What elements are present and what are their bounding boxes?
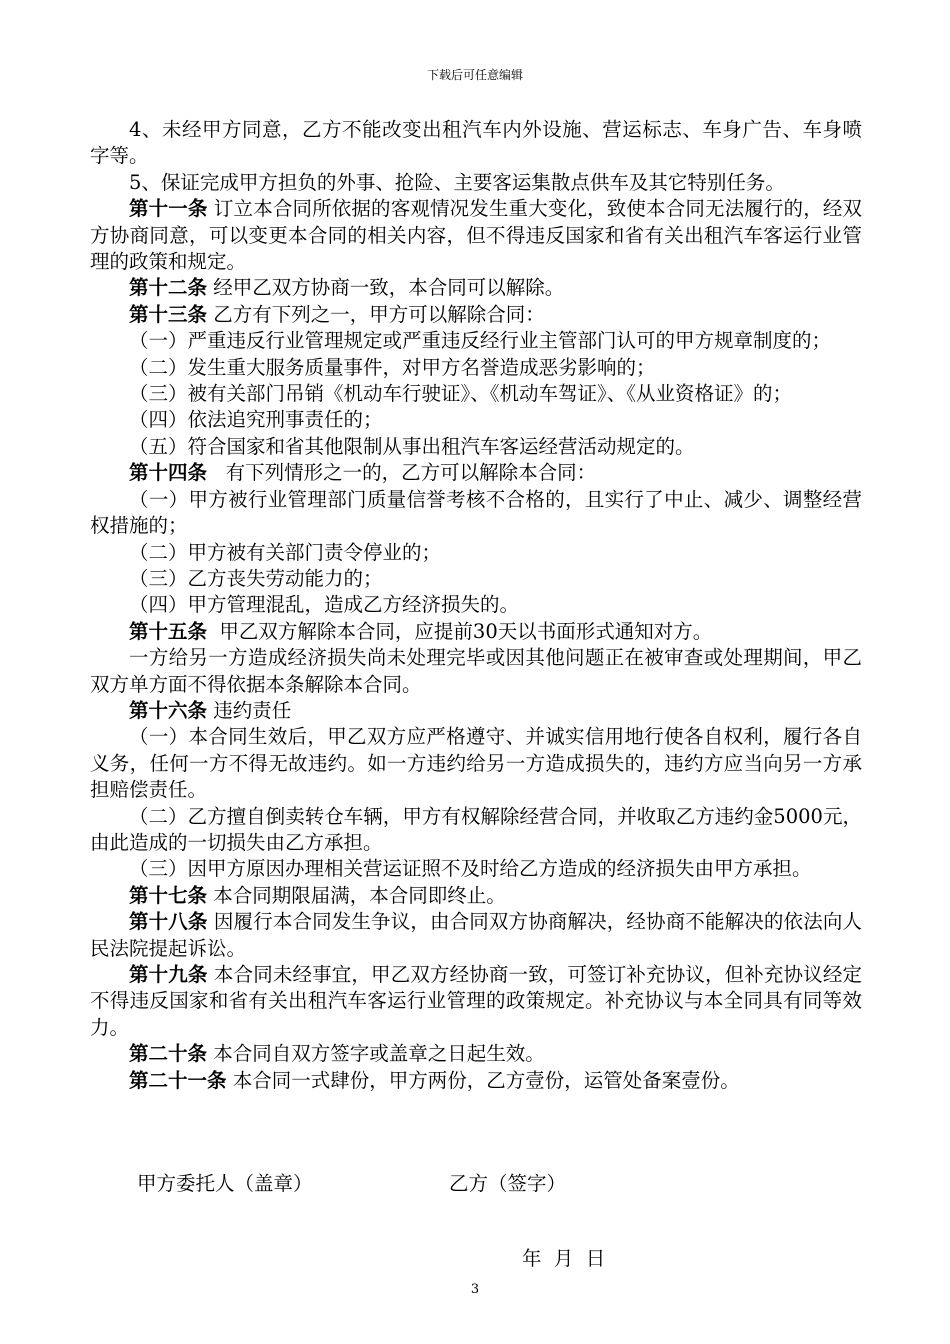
contract-paragraph: [90, 381, 862, 407]
contract-paragraph: [90, 170, 862, 196]
paragraph-text: 一方给另一方造成经济损失尚未处理完毕或因其他问题正在被审查或处理期间，甲乙双方单方面不得依据本条解除本合同。: [90, 646, 862, 696]
contract-paragraph: [90, 117, 862, 170]
contract-paragraph: [90, 724, 862, 803]
clause-heading: 第十二条: [129, 276, 208, 300]
contract-paragraph: [90, 407, 862, 433]
contract-paragraph: [90, 460, 862, 486]
page-header: 下载后可任意编辑: [426, 68, 523, 82]
clause-heading: 第十九条: [129, 963, 208, 986]
clause-heading: 第十一条: [129, 197, 208, 221]
contract-paragraph: [90, 883, 862, 909]
contract-paragraph: [90, 302, 862, 328]
paragraph-text: 4、未经甲方同意，乙方不能改变出租汽车内外设施、营运标志、车身广告、车身喷字等。: [90, 118, 862, 168]
paragraph-text: 本合同一式肆份，甲方两份，乙方壹份，运管处备案壹份。: [226, 1068, 740, 1092]
party-b-signature-label: 乙方（签字）: [449, 1172, 567, 1195]
clause-heading: 第十八条: [129, 910, 208, 934]
clause-heading: 第十五条: [129, 619, 208, 643]
contract-paragraph: [90, 1041, 862, 1067]
paragraph-text: （一）本合同生效后，甲乙双方应严格遵守、并诚实信用地行使各自权利，履行各自义务，任何一方不得无故违约。如一方违约给另一方造成损失的，违约方应当向另一方承担赔偿责任。: [90, 725, 862, 802]
paragraph-text: （三）因甲方原因办理相关营运证照不及时给乙方造成的经济损失由甲方承担。: [129, 857, 812, 881]
clause-heading: 第二十条: [129, 1042, 208, 1066]
paragraph-text: （三）被有关部门吊销《机动车行驶证》、《机动车驾证》、《从业资格证》的；: [129, 382, 793, 406]
clause-heading: 第十三条: [129, 302, 208, 326]
contract-paragraph: [90, 328, 862, 354]
paragraph-text: 有下列情形之一的，乙方可以解除本合同：: [207, 461, 597, 485]
paragraph-text: （一）甲方被行业管理部门质量信誉考核不合格的，且实行了中止、减少、调整经营权措施的；: [90, 487, 862, 538]
paragraph-text: 5、保证完成甲方担负的外事、抢险、主要客运集散点供车及其它特别任务。: [129, 170, 785, 194]
paragraph-text: （二）发生重大服务质量事件，对甲方名誉造成恶劣影响的；: [129, 355, 656, 379]
paragraph-text: （二）乙方擅自倒卖转仓车辆，甲方有权解除经营合同，并收取乙方违约金5000元，由此造成的一切损失由乙方承担。: [90, 804, 862, 854]
contract-paragraph: [90, 355, 862, 381]
contract-paragraph: [90, 1068, 862, 1094]
contract-paragraph: [90, 566, 862, 592]
paragraph-text: 本合同自双方签字或盖章之日起生效。: [207, 1042, 545, 1066]
paragraph-text: 本合同期限届满，本合同即终止。: [207, 883, 506, 907]
paragraph-text: 订立本合同所依据的客观情况发生重大变化，致使本合同无法履行的，经双方协商同意，可以变更本合同的相关内容，但不得违反国家和省有关出租汽车客运行业管理的政策和规定。: [90, 197, 862, 274]
contract-paragraph: [90, 434, 862, 460]
paragraph-text: 经甲乙双方协商一致，本合同可以解除。: [207, 276, 565, 300]
contract-paragraph: [90, 962, 862, 1041]
contract-paragraph: [90, 856, 862, 882]
contract-paragraph: [90, 698, 862, 724]
contract-paragraph: [90, 645, 862, 698]
paragraph-text: （三）乙方丧失劳动能力的；: [129, 566, 383, 590]
clause-heading: 第十七条: [129, 883, 208, 907]
paragraph-text: （五）符合国家和省其他限制从事出租汽车客运经营活动规定的。: [129, 434, 695, 458]
contract-body: [90, 117, 862, 1094]
paragraph-text: 因履行本合同发生争议，由合同双方协商解决，经协商不能解决的依法向人民法院提起诉讼。: [90, 910, 862, 960]
contract-paragraph: [90, 804, 862, 857]
contract-paragraph: [90, 487, 862, 540]
contract-paragraph: [90, 592, 862, 618]
paragraph-text: （四）依法追究刑事责任的；: [129, 408, 383, 432]
contract-paragraph: [90, 540, 862, 566]
paragraph-text: （一）严重违反行业管理规定或严重违反经行业主管部门认可的甲方规章制度的；: [129, 329, 832, 353]
page-number: 3: [470, 1282, 480, 1297]
paragraph-text: 甲乙双方解除本合同，应提前30天以书面形式通知对方。: [207, 619, 713, 643]
party-a-signature-label: 甲方委托人（盖章）: [137, 1172, 313, 1195]
contract-paragraph: [90, 909, 862, 962]
contract-paragraph: [90, 619, 862, 645]
paragraph-text: （四）甲方管理混乱，造成乙方经济损失的。: [129, 593, 520, 617]
clause-heading: 第二十一条: [129, 1068, 227, 1092]
paragraph-text: 本合同未经事宜，甲乙双方经协商一致，可签订补充协议，但补充协议经定不得违反国家和省有关出租汽车客运行业管理的政策规定。补充协议与本全同具有同等效力。: [90, 963, 862, 1039]
clause-heading: 第十六条: [129, 698, 208, 722]
contract-paragraph: [90, 196, 862, 275]
paragraph-text: 违约责任: [207, 698, 292, 722]
clause-heading: 第十四条: [129, 461, 208, 485]
contract-paragraph: [90, 275, 862, 301]
paragraph-text: 乙方有下列之一，甲方可以解除合同：: [207, 302, 545, 326]
signature-date: 年 月 日: [522, 1247, 606, 1270]
paragraph-text: （二）甲方被有关部门责令停业的；: [129, 540, 442, 564]
